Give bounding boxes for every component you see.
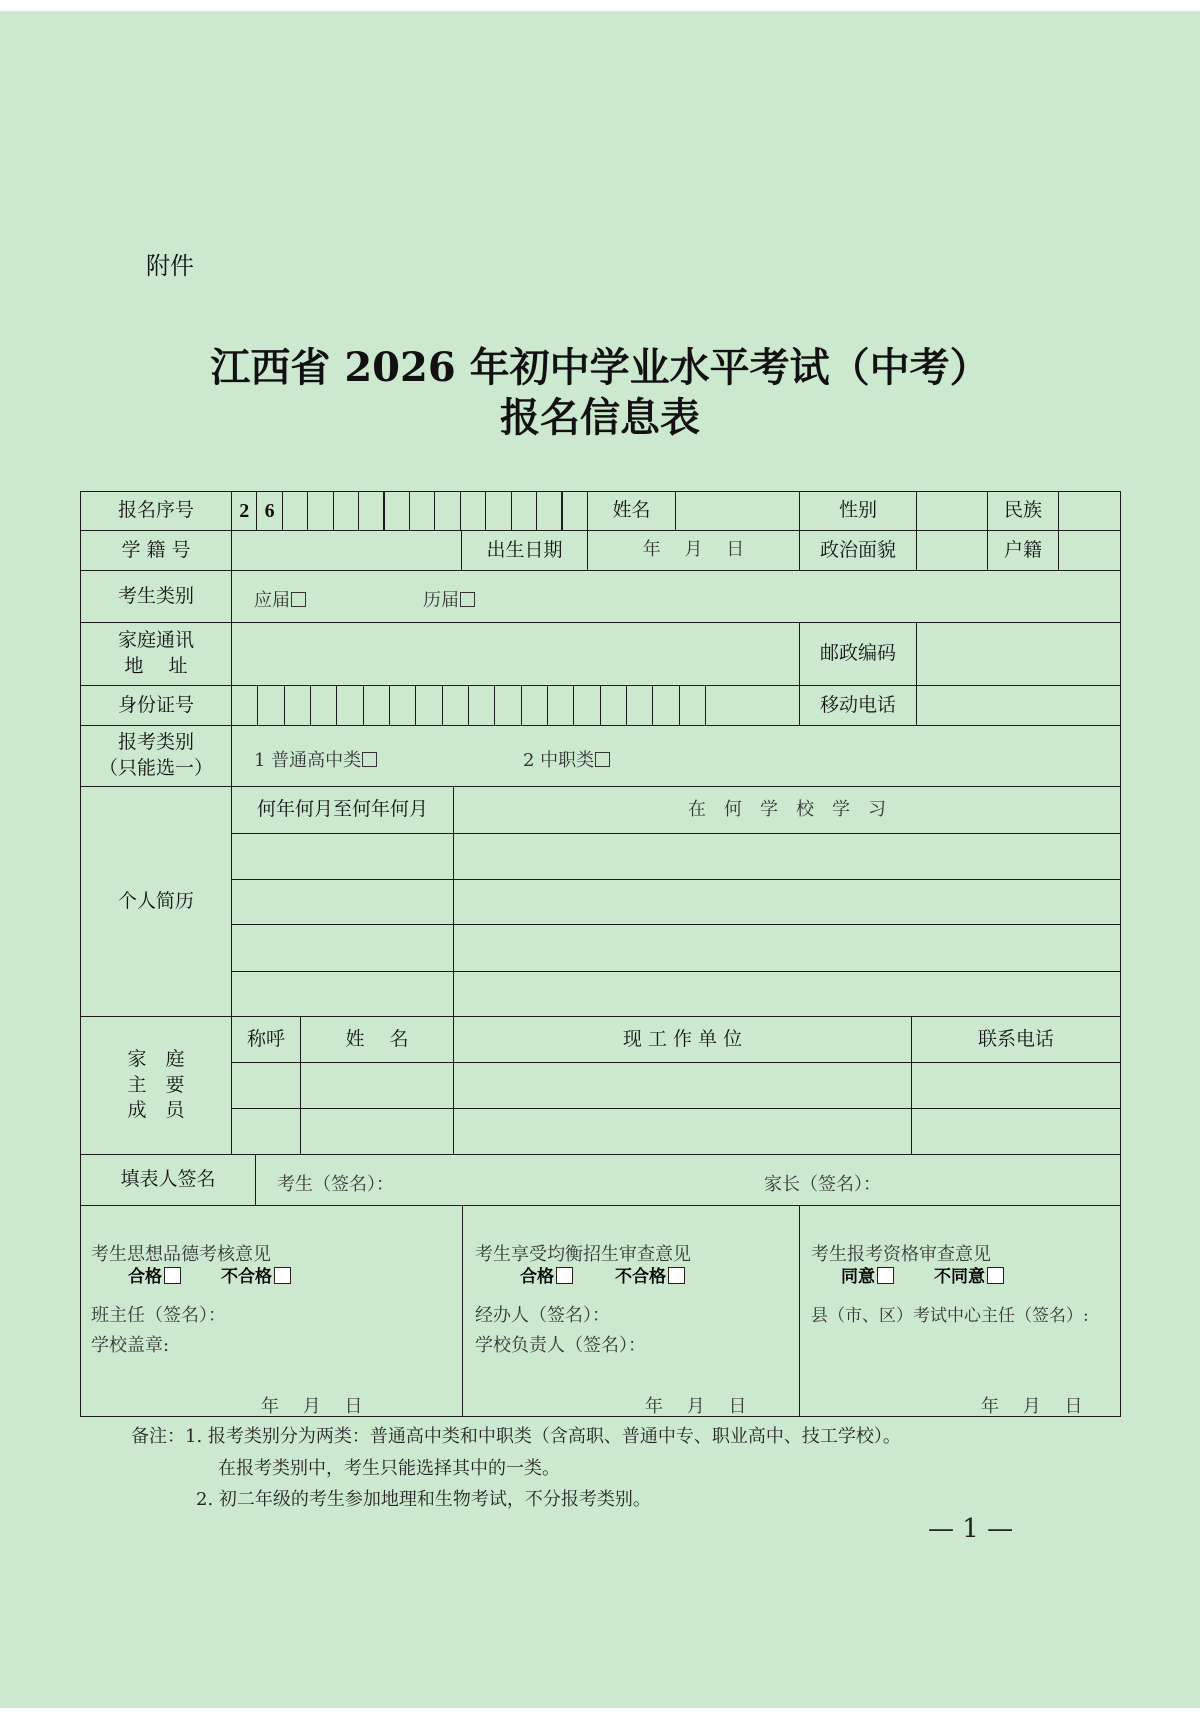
family-name-field[interactable] xyxy=(300,1062,454,1109)
id-digit-cell[interactable] xyxy=(389,685,416,726)
serial-digit-cell[interactable] xyxy=(358,491,384,531)
resume-period-field[interactable] xyxy=(231,879,454,925)
id-digit-cell[interactable] xyxy=(494,685,521,726)
student-id-label: 学 籍 号 xyxy=(80,530,232,571)
notes-line-1: 1. 报考类别分为两类：普通高中类和中职类（含高职、普通中专、职业高中、技工学校）。 xyxy=(185,1426,901,1447)
ethnicity-label: 民族 xyxy=(987,491,1059,531)
postcode-label: 邮政编码 xyxy=(799,622,917,686)
id-digit-cell[interactable] xyxy=(336,685,363,726)
option-previous-year[interactable]: 历届 xyxy=(423,586,475,612)
serial-label: 报名序号 xyxy=(80,491,232,531)
serial-digit-cell[interactable] xyxy=(384,491,410,531)
serial-digit-cell[interactable] xyxy=(434,491,460,531)
resume-col-school: 在 何 学 校 学 习 xyxy=(453,786,1121,834)
option-current-year[interactable]: 应届 xyxy=(254,586,306,612)
serial-digit-cell[interactable] xyxy=(511,491,537,531)
candidate-signature[interactable]: 考生（签名）： xyxy=(277,1174,394,1195)
id-digit-cell[interactable] xyxy=(284,685,311,726)
mobile-label: 移动电话 xyxy=(799,685,917,726)
serial-digit-cell[interactable] xyxy=(333,491,359,531)
review-3-line-1[interactable]: 县（市、区）考试中心主任（签名）: xyxy=(811,1306,1089,1326)
checkbox-icon[interactable] xyxy=(274,1267,291,1284)
family-relation-field[interactable] xyxy=(231,1108,301,1155)
id-digit-cell[interactable] xyxy=(626,685,653,726)
checkbox-icon[interactable] xyxy=(668,1267,685,1284)
annex-label: 附件 xyxy=(146,252,194,280)
family-relation-field[interactable] xyxy=(231,1062,301,1109)
gender-field[interactable] xyxy=(916,491,988,531)
resume-period-field[interactable] xyxy=(231,924,454,972)
hukou-field[interactable] xyxy=(1058,530,1121,571)
checkbox-icon[interactable] xyxy=(877,1267,894,1284)
ethnicity-field[interactable] xyxy=(1058,491,1121,531)
option-vocational[interactable]: 2 中职类 xyxy=(523,746,610,772)
checkbox-icon[interactable] xyxy=(460,592,475,607)
address-label: 家庭通讯 地 址 xyxy=(80,622,232,686)
id-digit-cell[interactable] xyxy=(652,685,679,726)
checkbox-icon[interactable] xyxy=(987,1267,1004,1284)
resume-school-field[interactable] xyxy=(453,924,1121,972)
hukou-label: 户籍 xyxy=(987,530,1059,571)
resume-period-field[interactable] xyxy=(231,833,454,880)
id-digit-cell[interactable] xyxy=(415,685,442,726)
id-digit-cell[interactable] xyxy=(468,685,495,726)
student-id-field[interactable] xyxy=(231,530,462,571)
postcode-field[interactable] xyxy=(916,622,1121,686)
page-number: — 1 — xyxy=(928,1514,1014,1544)
id-digit-cell[interactable] xyxy=(573,685,600,726)
id-digit-cell[interactable] xyxy=(679,685,706,726)
review-1-line-1[interactable]: 班主任（签名）： xyxy=(91,1305,226,1326)
id-number-extra-cell[interactable] xyxy=(705,685,800,726)
birth-date-label: 出生日期 xyxy=(461,530,588,571)
family-col-relation: 称呼 xyxy=(231,1016,301,1063)
review-1-option-fail[interactable]: 不合格 xyxy=(221,1262,291,1287)
parent-signature[interactable]: 家长（签名）： xyxy=(764,1174,881,1195)
candidate-type-label: 考生类别 xyxy=(80,570,232,623)
exam-type-label: 报考类别 （只能选一） xyxy=(80,725,232,787)
form-title-line2: 报名信息表 xyxy=(500,394,700,441)
serial-digit-cell[interactable]: 6 xyxy=(256,491,282,531)
id-digit-cell[interactable] xyxy=(257,685,284,726)
family-section-label: 家 庭 主 要 成 员 xyxy=(80,1016,232,1155)
resume-period-field[interactable] xyxy=(231,971,454,1017)
notes-line-2: 在报考类别中，考生只能选择其中的一类。 xyxy=(218,1458,560,1479)
family-phone-field[interactable] xyxy=(911,1108,1121,1155)
serial-digit-cell[interactable] xyxy=(536,491,562,531)
review-1-title: 考生思想品德考核意见 xyxy=(91,1244,271,1265)
review-1-date: 年 月 日 xyxy=(261,1396,363,1417)
political-status-label: 政治面貌 xyxy=(799,530,917,571)
name-label: 姓名 xyxy=(587,491,676,531)
review-2-date: 年 月 日 xyxy=(645,1396,747,1417)
gender-label: 性别 xyxy=(799,491,917,531)
candidate-type-options xyxy=(231,570,1121,623)
family-col-phone: 联系电话 xyxy=(911,1016,1121,1063)
address-field[interactable] xyxy=(231,622,800,686)
review-2-option-pass[interactable]: 合格 xyxy=(520,1262,573,1287)
id-digit-cell[interactable] xyxy=(547,685,574,726)
review-1-line-2[interactable]: 学校盖章: xyxy=(91,1335,170,1356)
birth-date-field[interactable]: 年 月 日 xyxy=(587,530,800,571)
political-status-field[interactable] xyxy=(916,530,988,571)
resume-school-field[interactable] xyxy=(453,971,1121,1017)
resume-school-field[interactable] xyxy=(453,833,1121,880)
review-3-option-agree[interactable]: 同意 xyxy=(841,1262,894,1287)
id-digit-cell[interactable] xyxy=(363,685,390,726)
name-field[interactable] xyxy=(675,491,800,531)
id-digit-cell[interactable] xyxy=(310,685,337,726)
review-2-option-fail[interactable]: 不合格 xyxy=(615,1262,685,1287)
family-col-name: 姓 名 xyxy=(300,1016,454,1063)
review-3-date: 年 月 日 xyxy=(981,1396,1083,1417)
review-2-title: 考生享受均衡招生审查意见 xyxy=(475,1244,691,1265)
review-3-title: 考生报考资格审查意见 xyxy=(811,1244,991,1265)
notes-prefix: 备注： xyxy=(131,1426,185,1447)
notes xyxy=(131,1422,901,1448)
review-3-option-disagree[interactable]: 不同意 xyxy=(934,1262,1004,1287)
id-digit-cell[interactable] xyxy=(521,685,548,726)
id-digit-cell[interactable] xyxy=(600,685,627,726)
family-work-field[interactable] xyxy=(453,1062,912,1109)
resume-section-label: 个人简历 xyxy=(80,786,232,1017)
checkbox-icon[interactable] xyxy=(164,1267,181,1284)
mobile-field[interactable] xyxy=(916,685,1121,726)
option-general-high-school[interactable]: 1 普通高中类 xyxy=(254,746,377,772)
review-2-line-2[interactable]: 学校负责人（签名）： xyxy=(475,1335,646,1356)
review-1-option-pass[interactable]: 合格 xyxy=(128,1262,181,1287)
checkbox-icon[interactable] xyxy=(291,592,306,607)
serial-digit-cell[interactable] xyxy=(485,491,511,531)
serial-digit-cell[interactable] xyxy=(409,491,435,531)
family-col-work: 现 工 作 单 位 xyxy=(453,1016,912,1063)
id-number-label: 身份证号 xyxy=(80,685,232,726)
form-title-line1: 江西省 2026 年初中学业水平考试（中考） xyxy=(210,344,990,391)
serial-digit-cell[interactable] xyxy=(307,491,333,531)
signature-label: 填表人签名 xyxy=(80,1154,256,1206)
family-name-field[interactable] xyxy=(300,1108,454,1155)
id-digit-cell[interactable] xyxy=(231,685,258,726)
id-digit-cell[interactable] xyxy=(442,685,469,726)
serial-digit-cell[interactable] xyxy=(460,491,486,531)
serial-digit-cell[interactable] xyxy=(562,491,588,531)
serial-digit-cell[interactable]: 2 xyxy=(231,491,257,531)
serial-digit-cell[interactable] xyxy=(282,491,308,531)
resume-col-period: 何年何月至何年何月 xyxy=(231,786,454,834)
resume-school-field[interactable] xyxy=(453,879,1121,925)
family-work-field[interactable] xyxy=(453,1108,912,1155)
notes-line-3: 2. 初二年级的考生参加地理和生物考试，不分报考类别。 xyxy=(196,1489,651,1510)
checkbox-icon[interactable] xyxy=(556,1267,573,1284)
review-2-line-1[interactable]: 经办人（签名）： xyxy=(475,1305,610,1326)
checkbox-icon[interactable] xyxy=(595,752,610,767)
checkbox-icon[interactable] xyxy=(362,752,377,767)
family-phone-field[interactable] xyxy=(911,1062,1121,1109)
